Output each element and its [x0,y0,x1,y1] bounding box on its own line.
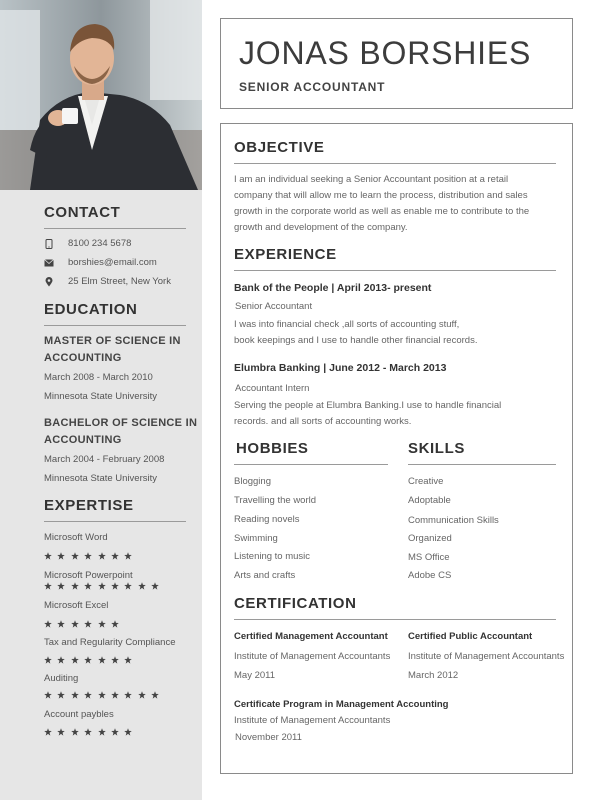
skill-item: MS Office [408,552,450,563]
objective-line: growth in the corporate world as well as enable me to contribute to the [234,206,530,217]
star-icon [71,552,79,560]
contact-phone-text: 8100 234 5678 [68,238,132,249]
expertise-item-name: Microsoft Word [44,532,108,543]
star-icon [98,582,106,590]
star-icon [44,691,52,699]
job-description-line: I was into financial check ,all sorts of accounting stuff, [234,319,460,330]
location-pin-icon [44,277,54,287]
sidebar [0,0,202,800]
star-icon [138,691,146,699]
star-icon [111,728,119,736]
candidate-name: JONAS BORSHIES [239,35,532,71]
name-header [220,18,573,109]
certification-divider [234,619,556,620]
hobbies-heading: HOBBIES [236,440,309,457]
education-degree-1-line2: ACCOUNTING [44,352,122,364]
star-icon [84,552,92,560]
education-degree-1 [44,333,199,367]
education-degree-2 [44,415,199,449]
expertise-divider [44,521,186,522]
star-icon [44,582,52,590]
contact-phone [44,238,131,249]
contact-address-text: 25 Elm Street, New York [68,276,171,287]
star-icon [71,620,79,628]
star-icon [98,620,106,628]
education-degree-1-line1: MASTER OF SCIENCE IN [44,335,181,347]
star-icon [84,691,92,699]
job-description-2 [234,398,556,430]
education-school-1: Minnesota State University [44,391,157,402]
hobby-item: Reading novels [234,514,300,525]
skills-divider [408,464,556,465]
star-icon [57,620,65,628]
job-description-line: book keepings and I use to handle other financial records. [234,335,478,346]
star-icon [71,582,79,590]
star-icon [98,656,106,664]
expertise-rating [44,691,165,699]
certification-date-3: November 2011 [235,732,302,743]
education-school-2: Minnesota State University [44,473,157,484]
certification-heading: CERTIFICATION [234,595,357,612]
star-icon [57,552,65,560]
objective-line: I am an individual seeking a Senior Accountant position at a retail [234,174,509,185]
expertise-rating [44,582,165,590]
objective-line: company that will allow me to learn the process, distribution and sales [234,190,528,201]
objective-line: growth and development of the company. [234,222,408,233]
skills-heading: SKILLS [408,440,465,457]
phone-icon [44,239,54,249]
certification-title-2: Certified Public Accountant [408,631,533,642]
certification-date-1: May 2011 [234,670,276,681]
expertise-rating [44,552,138,560]
hobby-item: Listening to music [234,551,311,562]
star-icon [124,728,132,736]
star-icon [111,691,119,699]
expertise-item-name: Auditing [44,673,79,684]
star-icon [71,691,79,699]
star-icon [151,691,159,699]
star-icon [124,691,132,699]
contact-email-text[interactable]: borshies@email.com [68,257,157,268]
expertise-item-name: Microsoft Powerpoint [44,570,133,581]
hobby-item: Swimming [234,533,278,544]
skill-item: Adobe CS [408,570,452,581]
education-divider [44,325,186,326]
contact-divider [44,228,186,229]
star-icon [57,582,65,590]
star-icon [71,656,79,664]
education-dates-1: March 2008 - March 2010 [44,372,153,383]
star-icon [84,620,92,628]
star-icon [57,656,65,664]
star-icon [44,620,52,628]
star-icon [57,691,65,699]
skill-item: Organized [408,533,452,544]
skill-item: Creative [408,476,444,487]
star-icon [111,552,119,560]
skill-item: Adoptable [408,495,451,506]
star-icon [71,728,79,736]
certification-title-1: Certified Management Accountant [234,631,388,642]
expertise-item-name: Microsoft Excel [44,600,109,611]
star-icon [57,728,65,736]
skill-item: Communication Skills [408,515,499,526]
objective-text [234,172,556,236]
expertise-item-name: Account paybles [44,709,114,720]
job-description-line: records. and all sorts of accounting works. [234,416,412,427]
star-icon [98,728,106,736]
star-icon [84,656,92,664]
profile-photo [0,0,202,190]
star-icon [111,582,119,590]
star-icon [98,552,106,560]
star-icon [84,728,92,736]
candidate-role: SENIOR ACCOUNTANT [239,80,386,94]
certification-title-3: Certificate Program in Management Accounting [234,699,449,710]
expertise-item-name: Tax and Regularity Compliance [44,637,176,648]
certification-org-3: Institute of Management Accountants [234,715,391,726]
contact-email [44,257,157,268]
education-degree-2-line1: BACHELOR OF SCIENCE IN [44,417,198,429]
job-description-line: Serving the people at Elumbra Banking.I use to handle financial [234,400,502,411]
star-icon [111,620,119,628]
star-icon [98,691,106,699]
objective-divider [234,163,556,164]
star-icon [44,552,52,560]
job-role-2: Accountant Intern [235,383,310,394]
star-icon [124,582,132,590]
job-role-1: Senior Accountant [235,301,313,312]
job-title-2: Elumbra Banking | June 2012 - March 2013 [234,362,447,374]
star-icon [124,552,132,560]
certification-date-2: March 2012 [408,670,459,681]
hobby-item: Blogging [234,476,271,487]
hobby-item: Travelling the world [234,495,317,506]
expertise-rating [44,620,124,628]
education-heading: EDUCATION [44,301,138,318]
job-description-1 [234,317,556,349]
contact-heading: CONTACT [44,204,121,221]
experience-heading: EXPERIENCE [234,246,337,263]
objective-heading: OBJECTIVE [234,139,325,156]
hobbies-divider [234,464,388,465]
star-icon [151,582,159,590]
star-icon [84,582,92,590]
certification-org-2: Institute of Management Accountants [408,651,565,662]
expertise-heading: EXPERTISE [44,497,134,514]
education-dates-2: March 2004 - February 2008 [44,454,165,465]
experience-divider [234,270,556,271]
contact-address [44,276,171,287]
certification-org-1: Institute of Management Accountants [234,651,391,662]
job-title-1: Bank of the People | April 2013- present [234,282,432,294]
education-degree-2-line2: ACCOUNTING [44,434,122,446]
hobby-item: Arts and crafts [234,570,296,581]
expertise-rating [44,728,138,736]
star-icon [124,656,132,664]
expertise-rating [44,656,138,664]
envelope-icon [44,258,54,268]
star-icon [138,582,146,590]
star-icon [111,656,119,664]
star-icon [44,728,52,736]
star-icon [44,656,52,664]
